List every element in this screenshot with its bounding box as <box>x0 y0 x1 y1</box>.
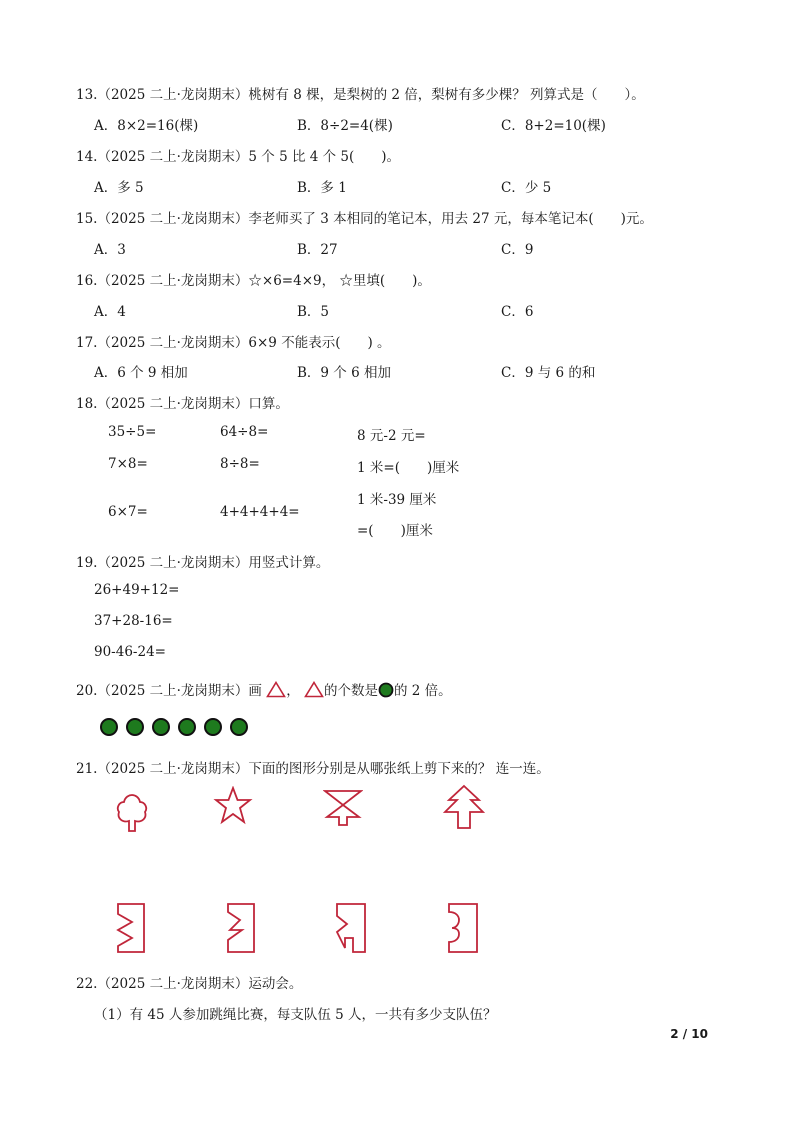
q17-option-a: A．6 个 9 相加 <box>94 365 188 381</box>
q20-text-part: ， <box>286 683 300 699</box>
q16-option-b: B．5 <box>297 304 330 320</box>
vertical-calc-item: 37+28-16= <box>94 613 173 629</box>
q20-text-part: 20.（2025 二上·龙岗期末）画 <box>76 683 262 699</box>
pine-arrow-shape[interactable] <box>443 784 485 830</box>
q16-option-c: C．6 <box>501 304 534 320</box>
green-dot <box>178 718 196 736</box>
oral-calc-item: =( )厘米 <box>357 523 433 539</box>
q18-stem: 18.（2025 二上·龙岗期末）口算。 <box>76 396 289 412</box>
green-dot <box>126 718 144 736</box>
folded-paper-1[interactable] <box>116 902 146 954</box>
oral-calc-item: 1 米=( )厘米 <box>357 460 460 476</box>
green-dot <box>152 718 170 736</box>
q14-option-a: A．多 5 <box>94 180 144 196</box>
green-dot <box>204 718 222 736</box>
folded-paper-3[interactable] <box>335 902 367 954</box>
q17-option-b: B．9 个 6 相加 <box>297 365 391 381</box>
oral-calc-item: 4+4+4+4= <box>220 504 300 520</box>
tree-shape[interactable] <box>114 793 150 833</box>
oral-calc-item: 35÷5= <box>108 424 157 440</box>
triangle-icon <box>266 681 286 702</box>
oral-calc-item: 8÷8= <box>220 456 260 472</box>
q20-text-part: 的 2 倍。 <box>394 683 452 699</box>
vertical-calc-item: 90-46-24= <box>94 644 166 660</box>
q13-option-b: B．8÷2=4(棵) <box>297 118 393 134</box>
q22-stem: 22.（2025 二上·龙岗期末）运动会。 <box>76 976 303 992</box>
q15-stem: 15.（2025 二上·龙岗期末）李老师买了 3 本相同的笔记本，用去 27 元，每本笔记本( )元。 <box>76 211 653 227</box>
oral-calc-item: 6×7= <box>108 504 148 520</box>
q15-option-b: B．27 <box>297 242 338 258</box>
star-shape[interactable] <box>213 786 253 826</box>
q17-option-c: C．9 与 6 的和 <box>501 365 596 381</box>
q13-option-c: C．8+2=10(棵) <box>501 118 606 134</box>
q14-stem: 14.（2025 二上·龙岗期末）5 个 5 比 4 个 5( )。 <box>76 149 401 165</box>
page-number: 2 / 10 <box>670 1027 708 1041</box>
q15-option-c: C．9 <box>501 242 534 258</box>
q14-option-c: C．少 5 <box>501 180 552 196</box>
q14-option-b: B．多 1 <box>297 180 347 196</box>
green-dot <box>230 718 248 736</box>
oral-calc-item: 8 元-2 元= <box>357 428 426 444</box>
q13-stem: 13.（2025 二上·龙岗期末）桃树有 8 棵，是梨树的 2 倍，梨树有多少棵？ 列算式是（ ）。 <box>76 87 645 103</box>
q19-stem: 19.（2025 二上·龙岗期末）用竖式计算。 <box>76 555 330 571</box>
oral-calc-item: 64÷8= <box>220 424 269 440</box>
green-dot-icon <box>378 682 394 702</box>
triangle-icon <box>304 681 324 702</box>
green-dot <box>100 718 118 736</box>
q22-subquestion-1: （1）有 45 人参加跳绳比赛，每支队伍 5 人，一共有多少支队伍？ <box>94 1007 497 1023</box>
vertical-calc-item: 26+49+12= <box>94 582 180 598</box>
q21-stem: 21.（2025 二上·龙岗期末）下面的图形分别是从哪张纸上剪下来的？ 连一连。 <box>76 761 550 777</box>
q15-option-a: A．3 <box>94 242 126 258</box>
q20-stem <box>76 679 452 702</box>
q16-stem: 16.（2025 二上·龙岗期末）☆×6=4×9， ☆里填( )。 <box>76 273 431 289</box>
q16-option-a: A．4 <box>94 304 126 320</box>
folded-paper-2[interactable] <box>226 902 256 954</box>
q13-option-a: A．8×2=16(棵) <box>94 118 199 134</box>
oral-calc-item: 7×8= <box>108 456 148 472</box>
hourglass-arrow-shape[interactable] <box>323 789 363 827</box>
oral-calc-item: 1 米-39 厘米 <box>357 492 437 508</box>
folded-paper-4[interactable] <box>447 902 479 954</box>
q20-text-part: 的个数是 <box>324 683 379 699</box>
q17-stem: 17.（2025 二上·龙岗期末）6×9 不能表示( ) 。 <box>76 335 391 351</box>
